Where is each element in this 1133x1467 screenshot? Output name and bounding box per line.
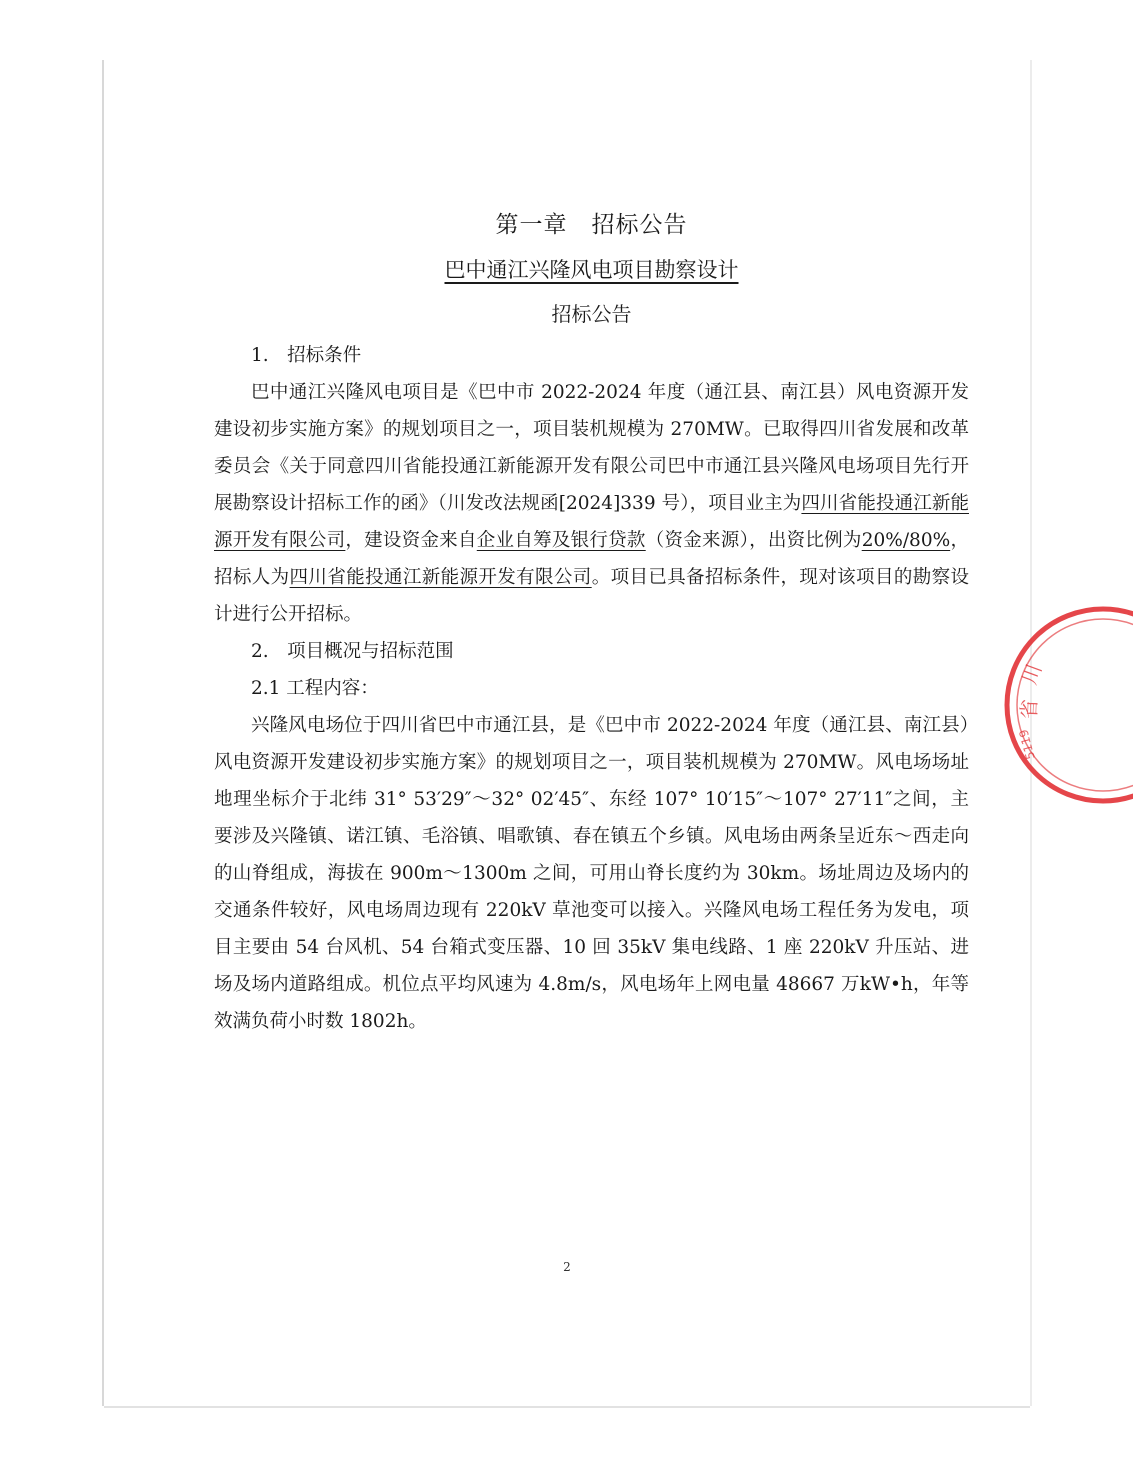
page-number: 2 (563, 1260, 571, 1274)
section1-text-1: 巴中通江兴隆风电项目是《巴中市 2022-2024 年度（通江县、南江县）风电资源开发建设初步实施方案》的规划项目之一，项目装机规模为 270MW。已取得四川省发展和改革委员会《关于同意四川省能投通江新能源开发有限公司巴中市通江县兴隆风电场项目先行开展勘察设计招标工作的函》（川发改法规函[2024]339 号），项目业主为 (214, 382, 969, 514)
stamp-char-2: 省 (1016, 698, 1042, 720)
section21-paragraph: 兴隆风电场位于四川省巴中市通江县，是《巴中市 2022-2024 年度（通江县、南江县）风电资源开发建设初步实施方案》的规划项目之一，项目装机规模为 270MW。风电场场址地理坐标介于北纬 31° 53′29″～32° 02′45″、东经 107° 10′15″～107° 27′11″之间，主要涉及兴隆镇、诺江镇、毛浴镇、唱歌镇、春在镇五个乡镇。风电场由两条呈近东～西走向的山脊组成，海拔在 900m～1300m 之间，可用山脊长度约为 30km。场址周边及场内的交通条件较好，风电场周边现有 220kV 草池变可以接入。兴隆风电场工程任务为发电，项目主要由 54 台风机、54 台箱式变压器、10 回 35kV 集电线路、1 座 220kV 升压站、进场及场内道路组成。机位点平均风速为 4.8m/s，风电场年上网电量 48667 万kW•h，年等效满负荷小时数 1802h。 (214, 715, 969, 1032)
document-body (214, 206, 969, 1040)
stamp-char-1: 川 (1016, 660, 1047, 688)
red-seal-stamp (903, 590, 1133, 820)
notice-title: 招标公告 (551, 302, 632, 326)
section1-text-4: ，招标人为 (214, 530, 969, 588)
document-page (104, 60, 1030, 1406)
chapter-title: 第一章 招标公告 (495, 212, 688, 238)
section1-text-3: （资金来源），出资比例为 (645, 530, 862, 551)
section1-text-5: 。项目已具备招标条件，现对该项目的勘察设计进行公开招标。 (214, 567, 969, 625)
section1-paragraph (214, 374, 969, 633)
section2-heading: 2. 项目概况与招标范围 (251, 641, 454, 662)
funding-source: 企业自筹及银行贷款 (476, 530, 646, 551)
tenderer: 四川省能投通江新能源开发有限公司 (289, 567, 592, 588)
stamp-code: 5119 (1016, 727, 1038, 762)
section1-heading: 1. 招标条件 (251, 345, 362, 366)
project-title: 巴中通江兴隆风电项目勘察设计 (444, 258, 739, 282)
funding-ratio: 20%/80% (861, 530, 951, 551)
section21-heading: 2.1 工程内容： (251, 678, 379, 699)
section1-text-2: ，建设资金来自 (345, 530, 477, 551)
project-owner: 四川省能投通江新能源开发有限公司 (214, 493, 969, 551)
